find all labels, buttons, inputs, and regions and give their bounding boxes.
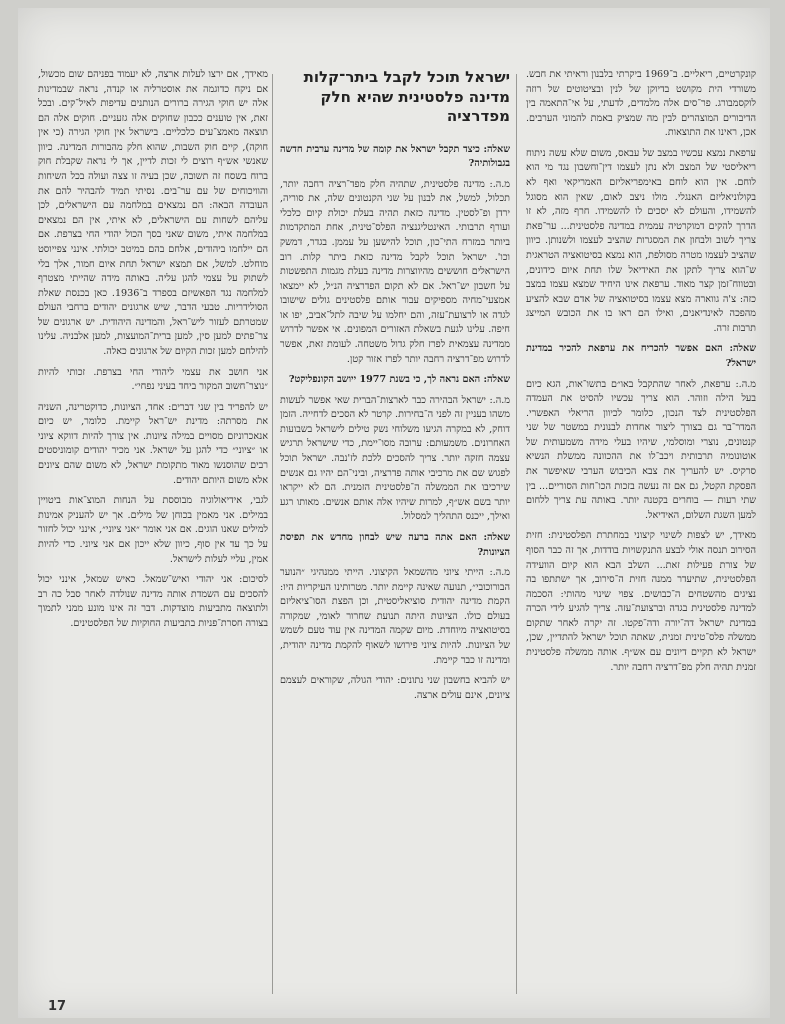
- paragraph: לסיכום: אני יהודי ואיש־שמאל. כאיש שמאל, אינני יכול להסכים עם השמדת אותה מדינה שנולדה לאחר סבל כה רב ולתוצאה מתביעות מוצדקות. דבר זה אינו מונע ממני לתמוך בצורה חסרת־פניות בתביעות החוקיות של הפלסטינים.: [38, 574, 268, 629]
- paragraph: יש להביא בחשבון שני נתונים: יהודי הגולה, שקוראים לעצמם ציונים, אינם עולים ארצה.: [280, 675, 510, 701]
- paragraph: לגבי, אידיאולוגיה מבוססת על הנחות המוצ־אות ביטויין במילים. אני מאמין בכוחן של מילים. אך יש להעניק אמינות למילים שאנו הוגים. אם אני אומר ״אני ציוני״, אינני יכול לחזור על כך עד אין סוף, כיוון שלא ייכון אם אני ציוני. כדי להיות אמין, עליי לעלות לישראל.: [38, 495, 268, 565]
- paragraph: אני חושב את עצמי ליהודי החי בצרפת. זכותי להיות ״נוצר־חשוב המקור ביחד בעיני נפחי״.: [38, 366, 268, 393]
- article-headline: ישראל תוכל לקבל ביתר־קלות מדינה פלסטינית שהיא חלק מפדרציה: [303, 68, 510, 125]
- interview-question: שאלה: האם אפשר להכריח את ערפאת להכיר במדינת ישראל?: [526, 343, 756, 369]
- left-column: [38, 68, 268, 998]
- interview-answer: מ.ה.: מדינה פלסטינית, שתהיה חלק מפד־רציה רחבה יותר, תכלול, למשל, את לבנון על שני הקנטונים שלה, את סוריה, ירדן ופ־לסטין. מדינה כזאת תהיה בעלת יכולת קיום כלכלי ועורף תרבותי. האינטליגנציה הפלס־טינית, אחת המתקדמות ביותר במזרח התי־כון, תוכל להישען על עממן. בגדר, דמשק וכו'. ישראל תוכל לקבל מדינה כזאת ביתר קלות. רוב הישראלים חוששים מהיווצרות מדינה בעלת מגמות התפשטות על חשבון יש־ראל. אם לא תקום הפדרציה הנ״ל, לא יימצאו אמצעי־מחיה מספיקים עבור אותם פלסטינים גולים שישובו לגדה או לרצועת־עזה, והם יחלמו על שיבה לתל־אביב, יפו או חיפה. עלינו לגעת בשאלת האזורים המפונים. אי אפשר לדרוש ממדינה עצמאית לפרז חלק גדול משטחה. לעומת זאת, אפשר לדרוש מפ־דרציה רחבה יותר לפרז אזור קטן.: [280, 178, 510, 365]
- paragraph: מאידך, אם ירצו לעלות ארצה, לא יעמוד בפניהם שום מכשול, אם ניקח כדוגמה את אוסטרליה או קנדה, נראה שבמדינות אלה יש חוקי הגירה ברורים הנותנים עדיפות לאיל־קים. ובכל זאת, אין טוענים ככבון שחוקים אלה גזעניים. חוקים אלה הם תוצאה מאמצ־עים כלכליים. בישראל אין חוקי הגירה (כי אין חוקה), קיים חוק השבות, שהוא חלק מהבורות המדינה. כיוון שאנשי אש״ף רוצים לי זכות לדיין, אך לי נראה שקבלת חוק ברוח בשסח זה תשובה, שכן בעיה זו צצה ועולה בכל השיחות והוויכוחים של עם ער־בים. נסיתי תמיד להבהיר להם את העובדה הבאה: הם נמצאים במלחמה עם הישראלים, לכן עליהם לשחות עם הישראלים, לא איתי, אין הם נמצאים במלחמה איתי, משום שאני בסך הכול יהודי החי בצרפת. אם הם יילחמו ביהודים, אלחם בהם במיטב יכולתי. אינני צפייוסט מוחלט. למשל, אם תמצא ישראל תחת איום חמור, אלך בלי לשתוק על עצמי להגן עליה. באותה מידה שהייתי מצטרף למלחמה נגד הפאשיזם בספרד ב־1936. כאן בכנסת שאלת הסולידריות. טבעי הדבר, שיש ארגונים יהודים ברחבי העולם שמטרתם לעזור ליש־ראל, והמדינה היהודית. יש ארגונים של צר־פתים למען סין, למען ברית־המועצות, למען אלבניה. עלינו להילחם למען זכות הקיום של ארגונים כאלה.: [38, 69, 268, 357]
- page-number: 17: [48, 999, 67, 1014]
- interview-question: שאלה: האם אתה ברעה שיש לבחון מחדש את תפיסת הציונות?: [280, 531, 510, 558]
- interview-answer: מ.ה.: הייתי ציוני מהשמאל הקיצוני. הייתי ממנהיגי ״הנוער הבורוכובי״, תנועה שאינה קיימת יותר. מטרותינו העיקריות היו: הקמת מדינה יהודית סוציאליסטית, וכן הפצת הסו־ציאליזם בעולם כולו. הציונות היתה תנועת שחרור לאומי, שמקורה בסיטואציה מיוחדת. מיום שקמה המדינה אין עוד טעם לשמש של הציונות. להיות ציוני פירושו לשאוף להקמת מדינה יהודית, ומדינה זו כבר קיימת.: [280, 567, 510, 666]
- right-column: [526, 68, 756, 998]
- interview-question: שאלה: האם נראה לך, כי בשנת 1977 ייושב הקונפליקט?: [288, 374, 510, 386]
- paragraph: יש להפריד בין שני דברים: אחד, הציונות, כדוקטרינה, השניה את מסרתה: מדינת יש־ראל קיימת. כלומר, יש כיום אנאכרוניזם מסויים במילה ציונות. אין צורך להיות דווקא ציוני או ״ציוני״ כדי להגן על ישראל. אני מכיר יהודים קומוניסטים רבים שהוסנשו מאוד מתקומת ישראל, לא משום שהם ציונים אלא משום היותם יהודים.: [38, 401, 268, 486]
- magazine-page: [18, 8, 770, 1018]
- paragraph: מאידך, יש לצפות לשינוי קיצוני במחתרת הפלסטינית: חזית הסירוב תנסה אולי לבצע התנקשויות בודדות, אך זה כבר הסוף של צורת פעילות זאת... השלב הבא הוא קיום הוועידה הפלסטינית, שתיעדר ממנה חזית ה־סירוב, אך ישתתפו בה נציגים מהשטחים ה־כבושים. צפוי שינוי מהותי: הסכמה למדינה פלסטינית בגדה וברצועת־עזה. צריך להגיע לידי הכרה במדינת ישראל דה־יורה ודה־פקטו. זה יקרה לאחר שתקום ממשלה פלס־טינית זמנית, שאתה תוכל ישראל להתדיין, שכן, ישראל לא תקיים דיונים עם אש״ף. אותה ממשלה פלסטינית זמנית תהיה חלק מפ־דרציה רחבה יותר.: [526, 530, 756, 673]
- paragraph: קונקרטיים, ריאליים. ב־1969 ביקרתי בלבנון וראיתי את חבש. משורדי הית מקושט בדיוקן של לנין ובציטוטים של רוזה לוקסמבורג. פר־סים אלה מלמדים, לדעתי, על אי־התאמה בין הדיבורים המוצהרים לבין מה שמציק באמת להמוני הערבים. אכן, ראינו את התוצאות.: [526, 69, 756, 139]
- column-divider: [272, 74, 273, 994]
- column-divider: [516, 74, 517, 994]
- interview-answer: מ.ה.: ערפאת, לאחר שהתקבל באו״ם בתשו־אות, הגא כיום בעל הילה וזוהר. הוא צריך עכשיו להסיט את העמדה הפלסטינית לצד הנכון, כלומר לכיוון הריאלי האפשרי. המדר־בר גם בצורך ליצור אחדות לבנונית במשטר של שני קנטונים, נוצרי ומוסלמי, שיהיו בעלי מידה משמעותית של אוטונומיה תרבותית ויכב־לו את ההכוונה ממשלת הנשיא סרקיס. יש להעריך את צבא הכיבוש הערבי שאיפשר את הפסקת הקטל, גם אם זה נעשה בזכות הכו־חות הסוריים... בין שתי רעות — בוחרים בקטנה יותר. באותה עת צריך ללחום למען השגת השלום, האידיאל.: [526, 378, 756, 521]
- middle-column: [280, 68, 510, 998]
- paragraph: ערפאת נמצא עכשיו במצב של עבאס, משום שלא עשה ניתוח ריאליסטי של המצב ולא נתן לעצמו דין־וחשבון נגד מי הוא לוחם. אין הוא לוחם באימפריאליזם האמריקאי ואף לא בקולוניאליזם האנגלי. מולו ניצב לאום, שאין הוא מסוגל להשמידו, והעולם לא יסכים לו להשמידו. חרף מזה, לא זו הדרך להקים דמוקרטיה עממית במדינה פלסטינית... ער־פאת צריך לשוב ולבחון את המסגרות שהציב לעצמו ולשנותן. כיוון שהציב לעצמו מטרה מסולפת, הוא נמצא בסיטואציה הטראגית ש־הוא צריך לתקן את האידיאל שלו תחת איום כידונים, ובטווח־זמן קצר מאוד. ערפאת אינו היחיד שמצא עצמו במצב כזה: צ'ה גווארה מצא עצמו בסיטואציה של אדם שבא להציע מהפכה לאינדיאנים, ואילו הם ראו בו את הכובש המייצג תרבות זרה.: [526, 147, 756, 334]
- interview-answer: מ.ה.: ישראל הבהירה כבר לארצות־הברית שאי אפשר לעשות משהו בעניין זה לפני ה־בחירות. קרטר לא הסכים לדחייה. הזמן דוחק, לא במקרה הגיעו משלוחי נשק טילים לישראל בשבועות האחרונים. משמעותם: ערובה מסו־יימת, כדי שישראל תרגיש עצמה חזקה יותר. צריך להסכים ללכת לז'נבה. ישראל תוכל לפגוש שם את מרכיבי אותה פדרציה, וביני־הם יהיו גם אנשים שירכיבו את הממשלה ה־פלסטינית הזמנית. הם לא ייקראו יותר בשם אש״ף, למרות שיהיו אלה אותם אנשים. מאותו רגע ואילך, ייכנס התהליך למסלול.: [280, 394, 510, 523]
- interview-question: שאלה: כיצד תקבל ישראל את קומה של מדינה ערבית חדשה בגבולותיה?: [280, 143, 510, 170]
